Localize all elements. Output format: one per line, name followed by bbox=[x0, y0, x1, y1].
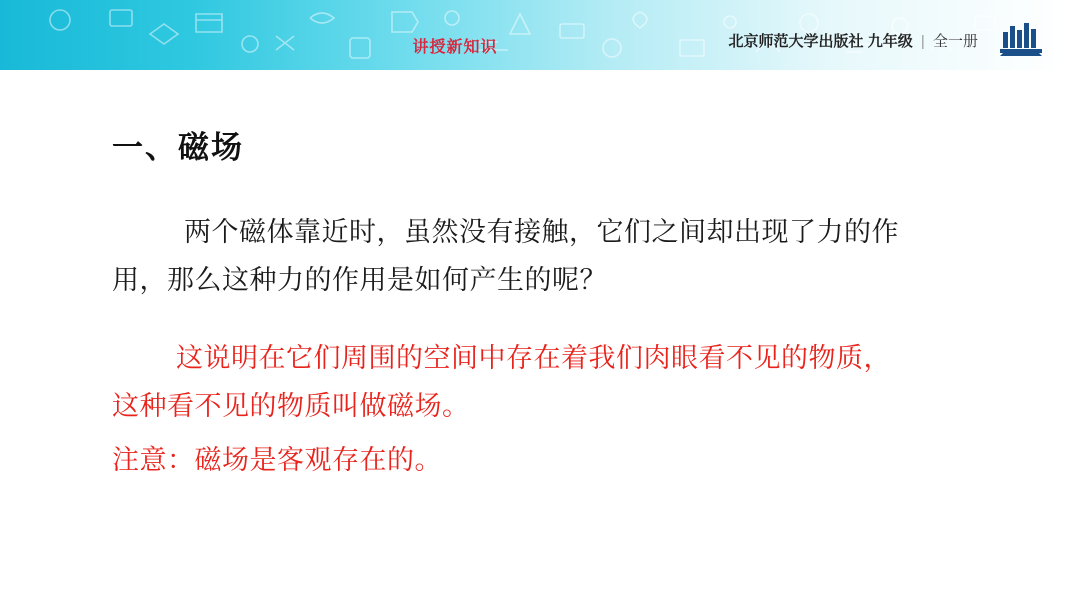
paragraph-question: 两个磁体靠近时，虽然没有接触，它们之间却出现了力的作用，那么这种力的作用是如何产生的呢？ bbox=[112, 217, 899, 295]
page-title: 一、磁场 bbox=[112, 130, 244, 165]
paragraph-note: 注意：磁场是客观存在的。 bbox=[112, 445, 442, 475]
header-separator: | bbox=[920, 33, 925, 50]
paragraph-definition: 这说明在它们周围的空间中存在着我们肉眼看不见的物质，这种看不见的物质叫做磁场。 bbox=[112, 343, 891, 421]
book-logo-icon bbox=[998, 18, 1044, 58]
header-publisher: 北京师范大学出版社 bbox=[728, 33, 864, 50]
header-meta bbox=[729, 30, 978, 51]
header-grade: 九年级 bbox=[867, 33, 913, 50]
header-volume: 全一册 bbox=[932, 33, 978, 50]
slide-header bbox=[0, 0, 1066, 70]
header-center-label: 讲授新知识 bbox=[412, 39, 498, 56]
